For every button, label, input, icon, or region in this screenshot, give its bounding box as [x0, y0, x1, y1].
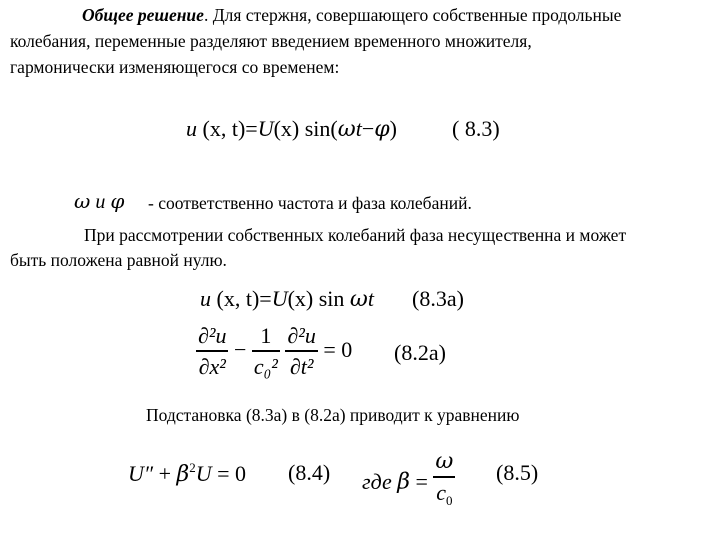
equation-8-4: $U'' + \beta^2U = 0$ [128, 460, 247, 487]
paragraph-2-line-2: быть положена равной нулю. [10, 250, 227, 270]
equation-8-3a-label: (8.3a) [412, 286, 464, 311]
heading-general-solution: Общее решение [82, 5, 204, 25]
equation-8-5: где β = $\frac{\omega}{c_0}$ [362, 448, 455, 516]
paragraph-2-line-1: При рассмотрении собственных колебаний фаза несущественна и может [84, 225, 627, 245]
fraction-d2u-dt2: $\frac{\text{∂²u}}{\text{∂t²}}$ [287, 323, 316, 379]
paragraph-1-text: . Для стержня, совершающего собственные продольные [203, 5, 622, 25]
equation-8-2a: $\frac{\text{∂²u}}{\text{∂x²}}$ − $\frac{1}{\text{c₀²}}$ $\frac{\text{∂²u}}{\text{∂t²}}$ = 0 [196, 322, 352, 382]
equation-8-5-label: (8.5) [496, 460, 539, 485]
fraction-d2u-dx2: $\frac{\text{∂²u}}{\text{∂x²}}$ [198, 323, 227, 379]
note-frequency-phase: - соответственно частота и фаза колебаний. [148, 193, 472, 213]
equation-8-2a-label: (8.2a) [394, 340, 446, 365]
paragraph-3: Подстановка (8.3а) в (8.2а) приводит к уравнению [146, 405, 520, 425]
symbols-omega-phi: ω и φ [74, 189, 125, 213]
equation-8-3: u (x, t)=U(x) sin(ωt−φ) [186, 116, 397, 142]
equation-8-3-label: ( 8.3) [452, 116, 500, 141]
paragraph-1-line-3: гармонически изменяющегося со временем: [10, 57, 340, 77]
paragraph-1-line-2: колебания, переменные разделяют введением временного множителя, [10, 31, 532, 51]
equation-8-3a: u (x, t)=U(x) sin ωt [200, 286, 374, 312]
paragraph-1-line-1 [82, 2, 621, 28]
fraction-omega-c0: $\frac{\omega}{c_0}$ [435, 449, 454, 508]
equation-8-4-label: (8.4) [288, 460, 331, 485]
fraction-1-c0sq: $\frac{1}{\text{c₀²}}$ [253, 323, 278, 379]
